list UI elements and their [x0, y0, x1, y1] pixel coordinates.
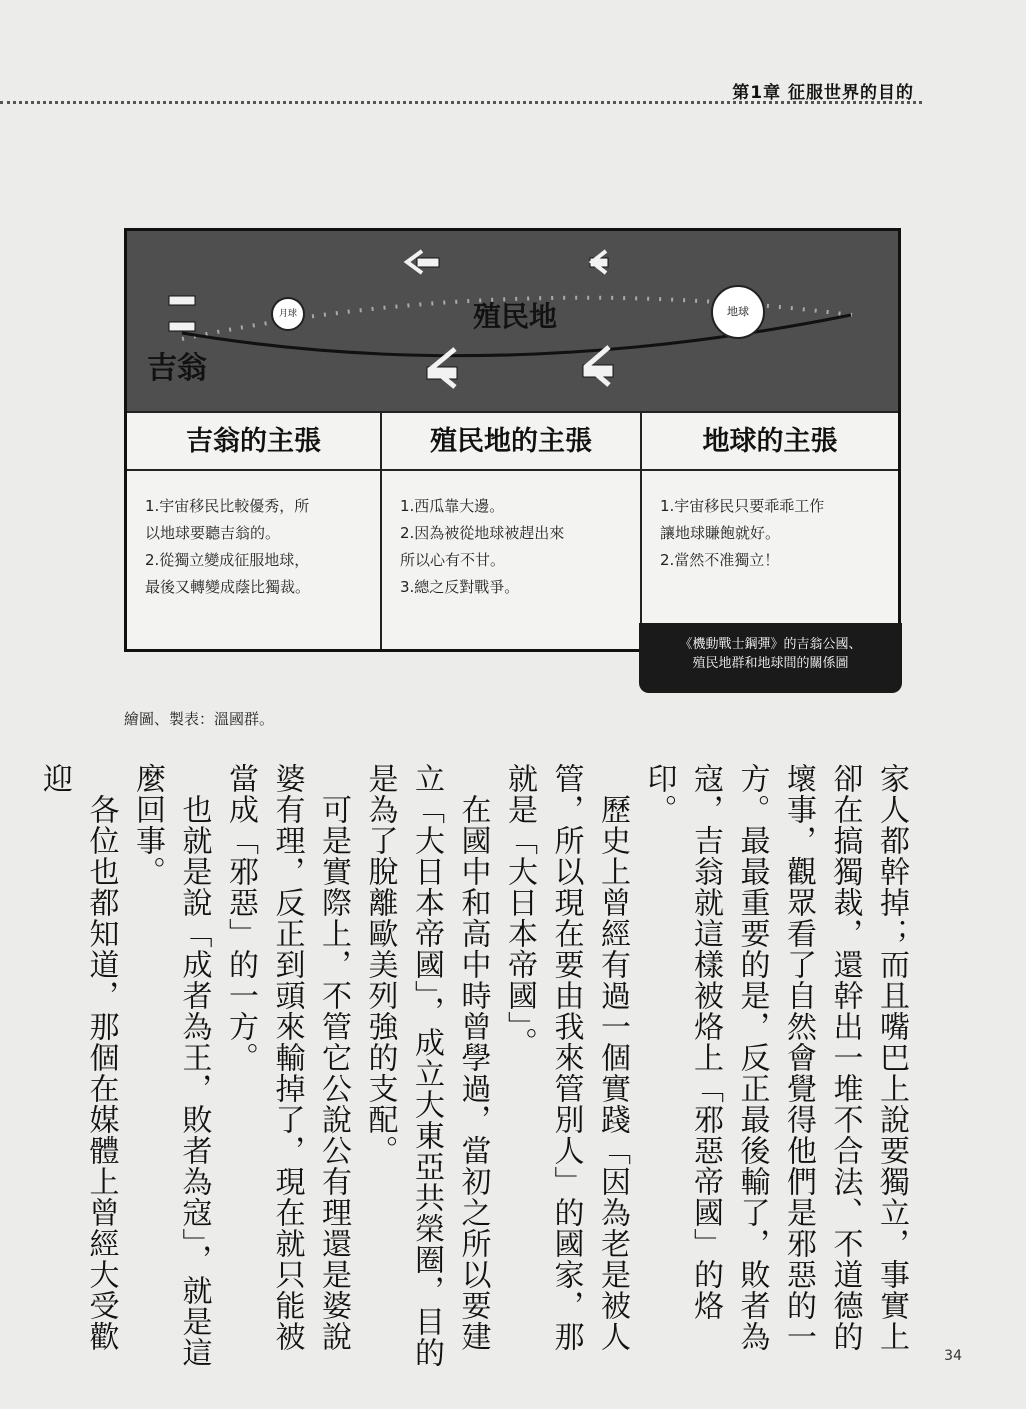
column-body	[127, 471, 380, 601]
chapter-number: 第1章	[732, 83, 782, 103]
claim-line: 讓地球賺飽就好。	[660, 524, 781, 542]
claim-line: 2.從獨立變成征服地球，	[145, 551, 310, 569]
column-body	[642, 471, 898, 574]
column-title: 吉翁的主張	[127, 413, 380, 471]
figure-credit: 繪圖、製表：溫國群。	[124, 710, 275, 728]
chapter-title: 征服世界的目的	[788, 83, 914, 103]
colony-label: 殖民地	[473, 300, 558, 333]
claim-line: 所以心有不甘。	[400, 551, 506, 569]
paragraph: 家人都幹掉；而且嘴巴上說要獨立，事實上卻在搞獨裁，還幹出一堆不合法、不道德的壞事，觀眾看了自然會覺得他們是邪惡的一方。最最重要的是，反正最後輸了，敗者為寇，吉翁就這樣被烙上「邪惡帝國」的烙印。	[641, 763, 909, 1352]
claim-line: 最後又轉變成蔭比獨裁。	[145, 578, 311, 596]
paragraph: 各位也都知道，那個在媒體上曾經大受歡迎	[37, 763, 119, 1352]
body-text	[37, 763, 914, 1373]
earth-marker: 地球	[711, 285, 765, 339]
claim-line: 以地球要聽吉翁的。	[145, 524, 281, 542]
claim-line: 2.因為被從地球被趕出來	[400, 524, 565, 542]
paragraph: 歷史上曾經有過一個實踐「因為老是被人管，所以現在要由我來管別人」的國家，那就是「大日本帝國」。	[502, 763, 630, 1352]
claim-line: 1.宇宙移民只要乖乖工作	[660, 497, 825, 515]
claim-line: 2.當然不准獨立！	[660, 551, 780, 569]
column-title: 殖民地的主張	[382, 413, 640, 471]
column-body	[382, 471, 640, 601]
paragraph: 可是實際上，不管它公說公有理還是婆說婆有理，反正到頭來輸掉了，現在就只能被當成「邪惡」的一方。	[223, 763, 351, 1352]
caption-line: 殖民地群和地球間的關係圖	[692, 656, 849, 671]
claims-table	[127, 411, 898, 649]
earth-claims-column	[640, 411, 898, 649]
header-divider	[0, 101, 922, 104]
zeon-label: 吉翁	[147, 351, 207, 386]
colony-claims-column	[380, 411, 640, 649]
relationship-figure	[124, 228, 901, 652]
moon-marker: 月球	[271, 297, 305, 331]
zeon-claims-column	[127, 411, 380, 649]
chapter-header	[732, 78, 914, 103]
paragraph: 也就是說「成者為王，敗者為寇」，就是這麼回事。	[130, 763, 212, 1368]
claim-line: 1.西瓜靠大邊。	[400, 497, 505, 515]
caption-line: 《機動戰士鋼彈》的吉翁公國、	[679, 637, 862, 652]
space-diagram	[127, 231, 898, 411]
paragraph: 在國中和高中時曾學過，當初之所以要建立「大日本帝國」，成立大東亞共榮圈，目的是為了脫離歐美列強的支配。	[362, 763, 491, 1368]
column-title: 地球的主張	[642, 413, 898, 471]
figure-caption	[639, 623, 902, 693]
claim-line: 1.宇宙移民比較優秀，所	[145, 497, 310, 515]
page-number: 34	[944, 1348, 962, 1364]
claim-line: 3.總之反對戰爭。	[400, 578, 520, 596]
